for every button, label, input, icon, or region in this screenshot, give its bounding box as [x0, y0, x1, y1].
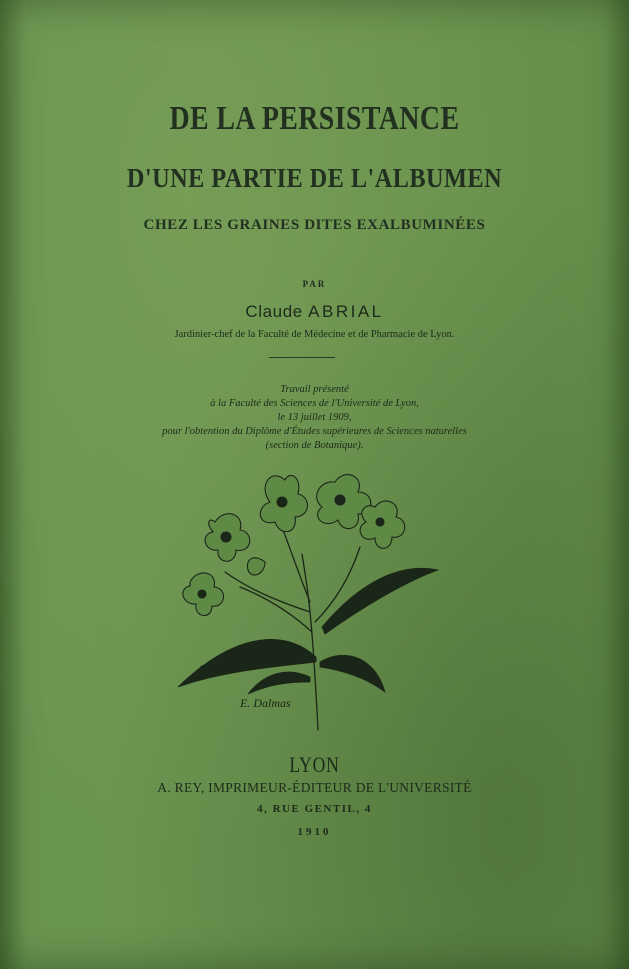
author-role: Jardinier-chef de la Faculté de Médecine et de Pharmacie de Lyon.	[174, 329, 455, 340]
note-line: pour l'obtention du Diplôme d'Études supérieures de Sciences naturelles	[162, 426, 467, 437]
dedication-note	[0, 383, 629, 453]
note-line: Travail présenté	[280, 384, 349, 395]
author-first-name: Claude	[245, 302, 303, 321]
by-label: PAR	[302, 279, 327, 289]
flower-blossom	[360, 501, 405, 548]
leaf	[248, 672, 310, 694]
publisher: A. REY, IMPRIMEUR-ÉDITEUR DE L'UNIVERSITÉ	[157, 780, 472, 795]
note-line: à la Faculté des Sciences de l'Université de Lyon,	[210, 398, 419, 409]
divider-rule	[269, 357, 335, 358]
title-line-1: DE LA PERSISTANCE	[169, 100, 460, 137]
author-last-name: ABRIAL	[308, 302, 384, 321]
note-line: le 13 juillet 1909,	[277, 412, 352, 423]
flower-blossom	[317, 475, 371, 529]
publication-city: LYON	[289, 752, 340, 777]
stem	[302, 554, 318, 730]
note-line: (section de Botanique).	[265, 440, 364, 451]
flower-blossom	[183, 573, 224, 616]
publisher-address: 4, RUE GENTIL, 4	[257, 803, 372, 815]
subtitle: CHEZ LES GRAINES DITES EXALBUMINÉES	[143, 217, 486, 233]
leaf	[320, 655, 385, 692]
stem-branch	[225, 572, 310, 612]
title-line-2: D'UNE PARTIE DE L'ALBUMEN	[126, 163, 503, 193]
publication-year: 1910	[297, 826, 332, 838]
flower-bud	[247, 558, 265, 575]
flower-blossom	[205, 514, 250, 562]
author-name	[0, 302, 629, 322]
flower-blossom	[260, 475, 307, 531]
leaf	[322, 568, 438, 634]
botanical-illustration	[170, 462, 440, 732]
illustration-signature: E. Dalmas	[240, 696, 291, 710]
